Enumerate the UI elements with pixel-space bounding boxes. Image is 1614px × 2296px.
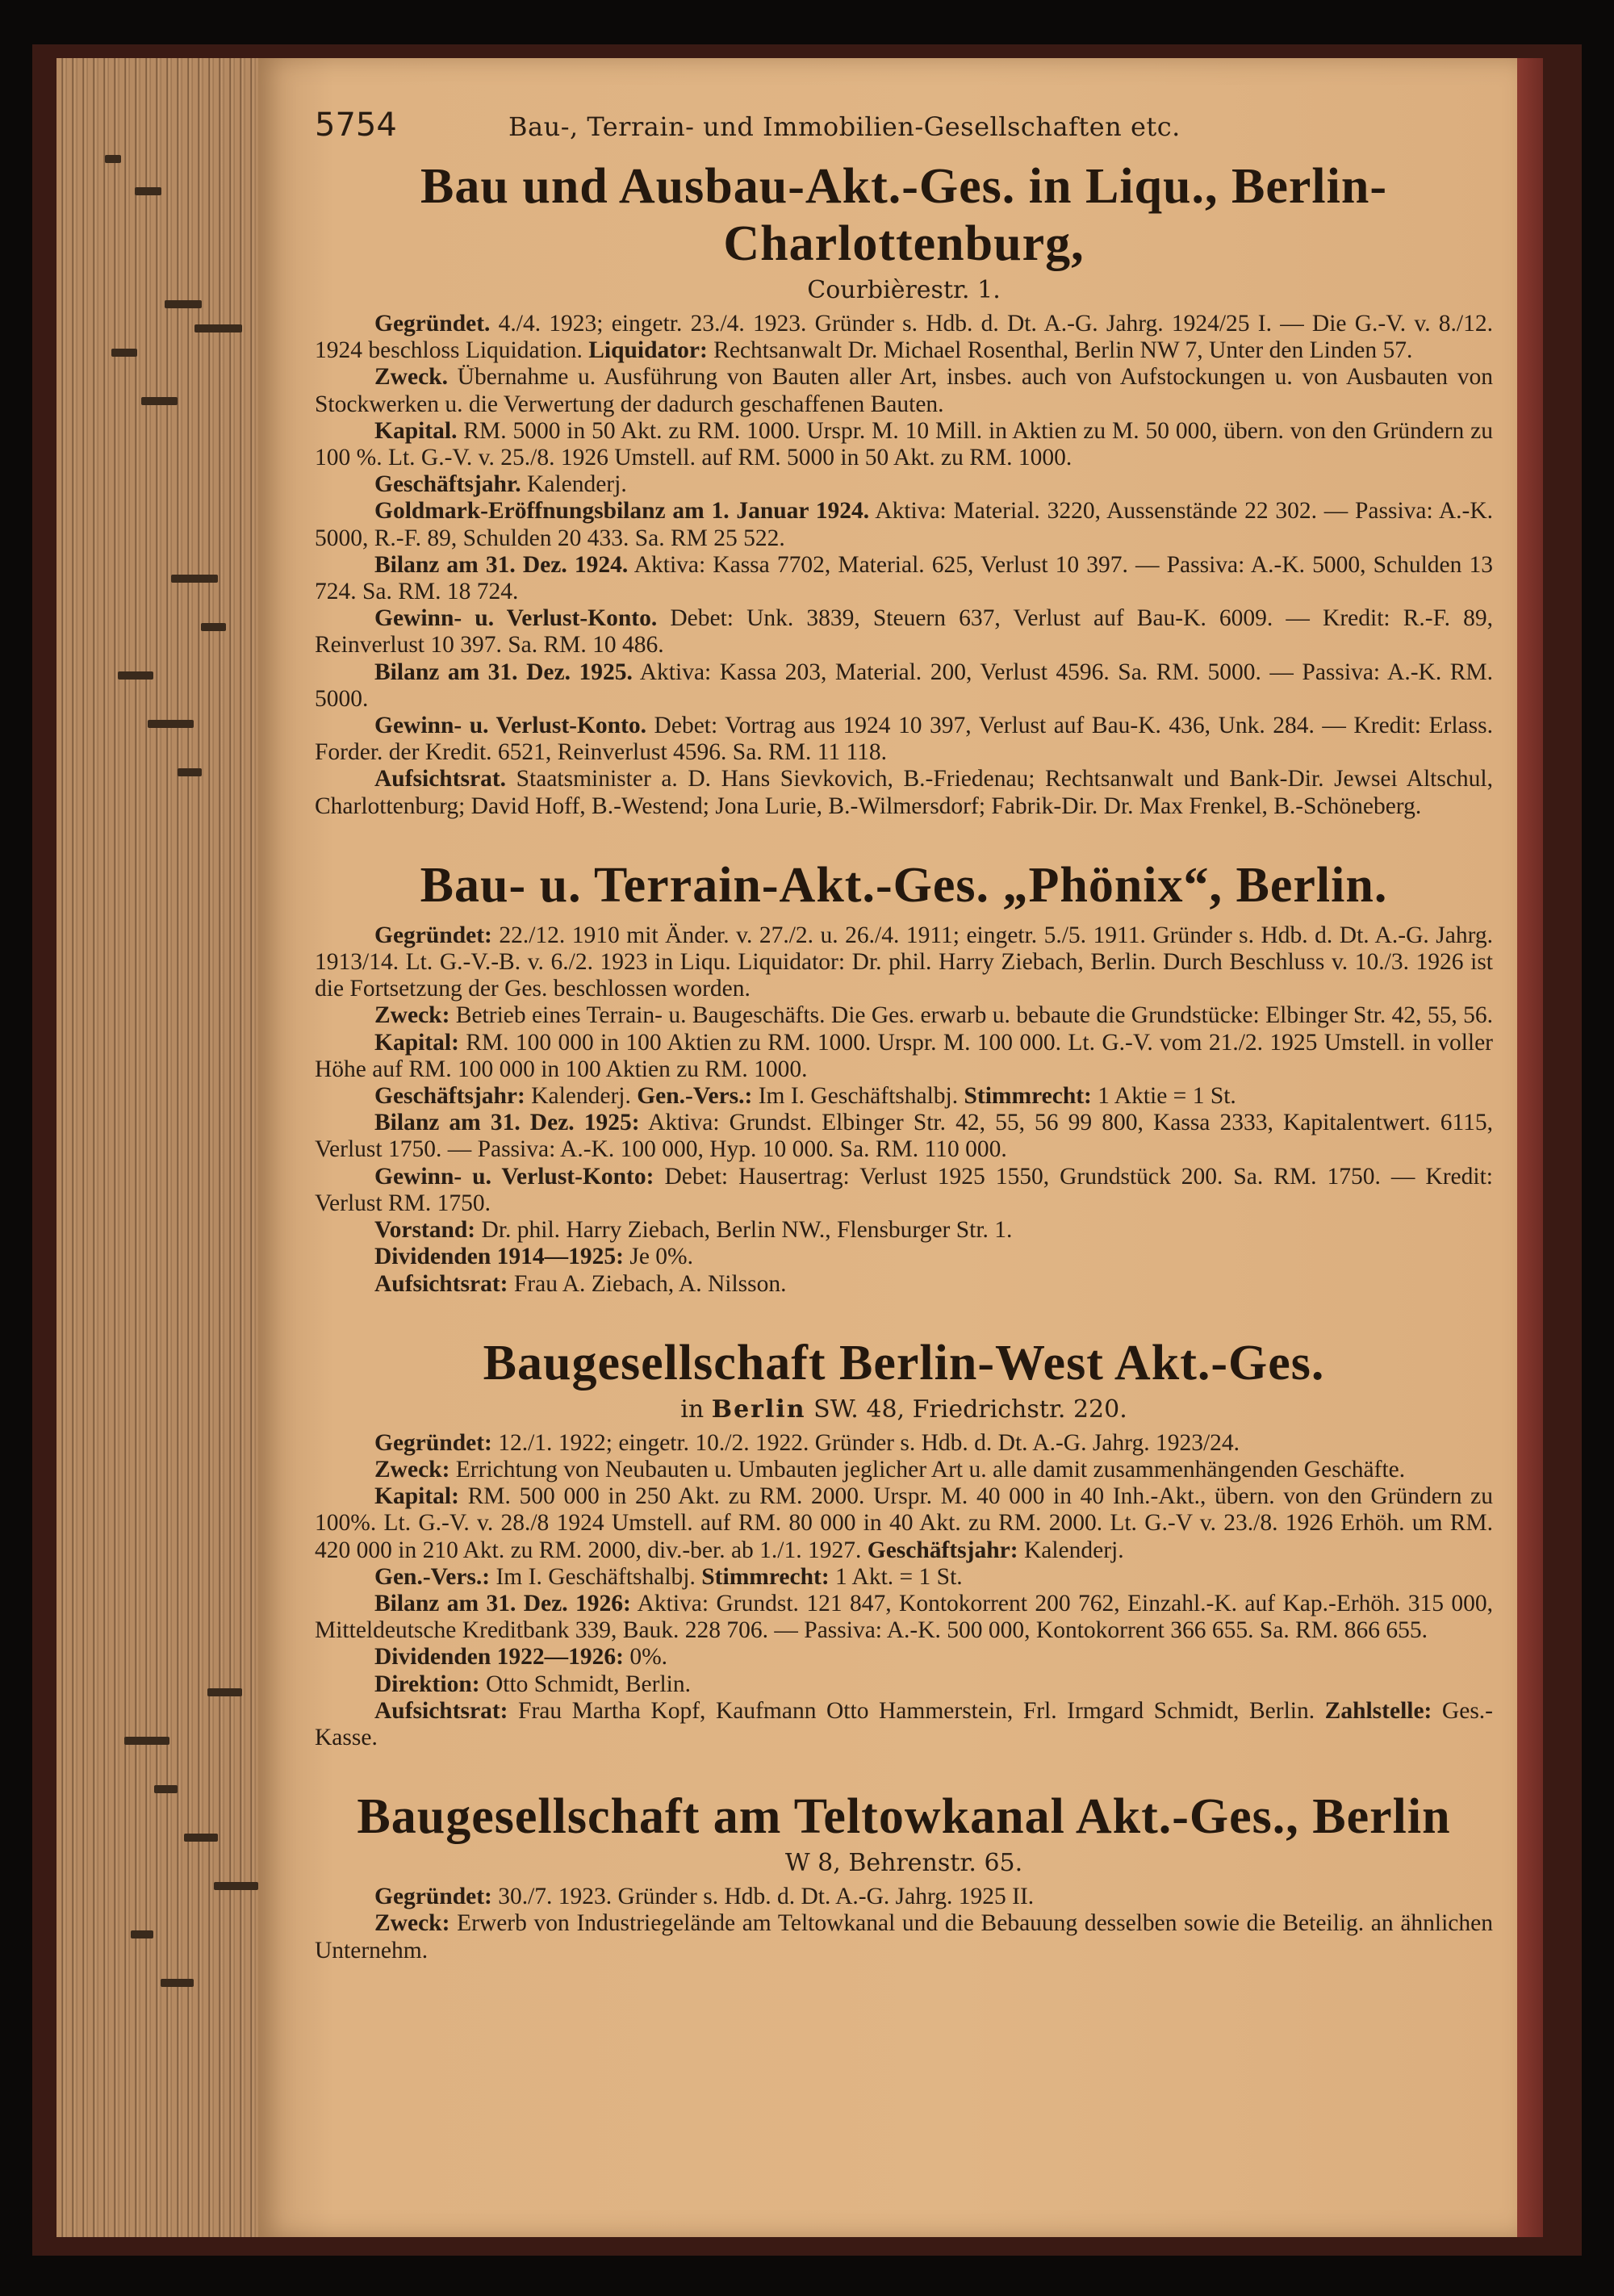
entry-phoenix xyxy=(315,857,1493,1298)
paragraph-text: Errichtung von Neubauten u. Umbauten jeglicher Art u. alle damit zusammenhängenden Geschäfte. xyxy=(449,1456,1406,1483)
page-edge-stack xyxy=(56,58,282,2237)
paragraph-text: Debet: Vortrag aus 1924 10 397, Verlust auf Bau-K. 436, Unk. 284. — Kredit: Erlass. Forder. der Kredit. 6521, Reinverlust 4596. Sa. RM. 11 118. xyxy=(315,713,1493,766)
page-edge-marks xyxy=(56,58,282,2237)
paragraph-text: 0%. xyxy=(623,1644,668,1671)
paragraph-key: Aufsichtsrat. xyxy=(374,766,507,793)
entry-paragraph xyxy=(315,605,1493,659)
paragraph-text: Kalenderj. xyxy=(525,1083,638,1110)
paragraph-key: Kapital: xyxy=(374,1029,459,1056)
entry-title: Baugesellschaft Berlin-West Akt.-Ges. xyxy=(483,1335,1325,1391)
entry-bau-und-ausbau xyxy=(315,158,1493,820)
edge-mark xyxy=(135,187,161,195)
paragraph-text: Debet: Unk. 3839, Steuern 637, Verlust auf Bau-K. 6009. — Kredit: R.-F. 89, Reinverlust 10 397. Sa. RM. 10 486. xyxy=(315,605,1493,659)
paragraph-key: Gegründet: xyxy=(374,1429,492,1456)
paragraph-text: Rechtsanwalt Dr. Michael Rosenthal, Berlin NW 7, Unter den Linden 57. xyxy=(707,337,1413,364)
edge-mark xyxy=(207,1688,242,1696)
edge-mark xyxy=(124,1737,169,1745)
entry-paragraph xyxy=(315,1083,1493,1110)
paragraph-text: 12./1. 1922; eingetr. 10./2. 1922. Gründer s. Hdb. d. Dt. A.-G. Jahrg. 1923/24. xyxy=(491,1429,1240,1456)
entry-paragraph xyxy=(315,922,1493,1003)
entry-teltowkanal xyxy=(315,1788,1493,1964)
address-prefix: in xyxy=(680,1395,705,1424)
paragraph-key: Stimmrecht: xyxy=(701,1563,830,1590)
paragraph-key: Stimmrecht: xyxy=(964,1083,1092,1110)
binding-band xyxy=(1517,58,1543,2237)
page xyxy=(258,58,1517,2237)
section-gap xyxy=(315,1298,1493,1320)
paragraph-text: RM. 100 000 in 100 Aktien zu RM. 1000. Urspr. M. 100 000. Lt. G.-V. vom 21./2. 1925 Umstell. in voller Höhe auf RM. 100 000 in 100 Aktien zu RM. 1000. xyxy=(315,1029,1493,1082)
entry-paragraph xyxy=(315,1884,1493,1910)
paragraph-key: Geschäftsjahr. xyxy=(374,471,521,498)
paragraph-text: Je 0%. xyxy=(623,1244,693,1270)
paragraph-key: Kapital: xyxy=(374,1483,459,1510)
entry-paragraph xyxy=(315,1271,1493,1298)
entry-paragraph xyxy=(315,713,1493,766)
edge-mark xyxy=(194,324,242,332)
paragraph-text: Erwerb von Industriegelände am Teltowkanal und die Bebauung desselben sowie die Beteilig. an ähnlichen Unternehm. xyxy=(315,1910,1493,1964)
entry-body xyxy=(315,1430,1493,1751)
section-gap xyxy=(315,1751,1493,1774)
paragraph-text: 4./4. 1923; eingetr. 23./4. 1923. Gründer s. Hdb. d. Dt. A.-G. Jahrg. 1924/25 I. — Die G.-V. v. 8./12. 1924 beschloss Liquidation. xyxy=(315,311,1493,364)
paragraph-text: 22./12. 1910 mit Änder. v. 27./2. u. 26./4. 1911; eingetr. 5./5. 1911. Gründer s. Hdb. d. Dt. A.-G. Jahrg. 1913/14. Lt. G.-V.-B. v. 6./2. 1923 in Liqu. Liquidator: Dr. phil. Harry Ziebach, Berlin. Durch Beschluss v. 10./3. 1926 ist die Fortsetzung der Ges. beschlossen worden. xyxy=(315,922,1493,1002)
paragraph-text: RM. 500 000 in 250 Akt. zu RM. 2000. Urspr. M. 40 000 in 40 Inh.-Akt., übern. von den Gründern zu 100%. Lt. G.-V. v. 28./8 1924 Umstell. auf RM. 80 000 in 40 Akt. zu RM. 2000. Lt. G.-V v. 23./8. 1926 Erhöh. um RM. 420 000 in 210 Akt. zu RM. 2000, div.-ber. ab 1./1. 1927. xyxy=(315,1483,1493,1563)
entry-paragraph xyxy=(315,552,1493,605)
paragraph-key: Gewinn- u. Verlust-Konto. xyxy=(374,713,647,739)
paragraph-text: Im I. Geschäftshalbj. xyxy=(490,1563,702,1590)
entry-paragraph xyxy=(315,311,1493,364)
paragraph-text: Ges.-Kasse. xyxy=(315,1697,1494,1750)
paragraph-text: Aktiva: Grundst. 121 847, Kontokorrent 200 762, Einzahl.-K. auf Kap.-Erhöh. 315 000, Mitteldeutsche Kreditbank 339, Bauk. 228 706. — Passiva: A.-K. 500 000, Kontokorrent 366 655. Sa. RM. 866 655. xyxy=(315,1590,1493,1644)
paragraph-key: Dividenden 1922—1926: xyxy=(374,1644,624,1671)
entry-paragraph xyxy=(315,1591,1493,1644)
entry-paragraph xyxy=(315,471,1493,498)
paragraph-key: Geschäftsjahr: xyxy=(867,1537,1018,1563)
paragraph-key: Zahlstelle: xyxy=(1324,1697,1432,1724)
entry-body xyxy=(315,311,1493,820)
paragraph-text: Otto Schmidt, Berlin. xyxy=(479,1671,691,1697)
address-city: Berlin xyxy=(711,1395,806,1424)
edge-mark xyxy=(148,720,194,728)
entry-paragraph xyxy=(315,1698,1493,1751)
paragraph-key: Bilanz am 31. Dez. 1925. xyxy=(374,659,633,685)
paragraph-text: Übernahme u. Ausführung von Bauten aller Art, insbes. auch von Aufstockungen u. von Ausbauten von Stockwerken u. die Verwertung der dadurch geschaffenen Bauten. xyxy=(315,364,1493,417)
entry-paragraph xyxy=(315,498,1493,551)
paragraph-text: Kalenderj. xyxy=(1018,1537,1124,1563)
paragraph-key: Gegründet: xyxy=(374,1884,492,1910)
paragraph-text: Aktiva: Kassa 203, Material. 200, Verlust 4596. Sa. RM. 5000. — Passiva: A.-K. RM. 5000. xyxy=(315,659,1493,712)
paragraph-key: Aufsichtsrat: xyxy=(374,1270,508,1297)
entry-address: Courbièrestr. 1. xyxy=(807,276,1001,304)
entry-paragraph xyxy=(315,1244,1493,1270)
entry-paragraph xyxy=(315,1030,1493,1083)
edge-mark xyxy=(201,623,226,631)
entry-title: Bau und Ausbau-Akt.-Ges. in Liqu., Berlin-Charlottenburg, xyxy=(420,159,1387,271)
entry-paragraph xyxy=(315,1002,1493,1029)
edge-mark xyxy=(154,1785,178,1793)
edge-mark xyxy=(214,1882,258,1890)
paragraph-text: Aktiva: Kassa 7702, Material. 625, Verlust 10 397. — Passiva: A.-K. 5000, Schulden 13 724. Sa. RM. 18 724. xyxy=(315,551,1493,605)
paragraph-key: Gen.-Vers.: xyxy=(374,1563,491,1590)
entry-address xyxy=(315,1395,1493,1424)
entry-paragraph xyxy=(315,1217,1493,1244)
paragraph-key: Zweck. xyxy=(374,364,448,391)
paragraph-key: Liquidator: xyxy=(588,337,708,364)
page-content xyxy=(315,107,1493,1964)
edge-mark xyxy=(118,671,153,680)
paragraph-text: RM. 5000 in 50 Akt. zu RM. 1000. Urspr. M. 10 Mill. in Aktien zu M. 50 000, übern. von den Gründern zu 100 %. Lt. G.-V. v. 25./8. 1926 Umstell. auf RM. 5000 in 50 Akt. zu RM. 1000. xyxy=(315,417,1493,471)
address-street: SW. 48, Friedrichstr. 220. xyxy=(813,1395,1127,1424)
entry-paragraph xyxy=(315,1564,1493,1591)
entry-paragraph xyxy=(315,1164,1493,1217)
entry-paragraph xyxy=(315,1910,1493,1964)
entry-paragraph xyxy=(315,1644,1493,1671)
paragraph-key: Gewinn- u. Verlust-Konto. xyxy=(374,605,658,632)
entry-paragraph xyxy=(315,1483,1493,1564)
paragraph-key: Goldmark-Eröffnungsbilanz am 1. Januar 1924. xyxy=(374,498,870,525)
entry-paragraph xyxy=(315,1671,1493,1698)
paragraph-text: Frau Martha Kopf, Kaufmann Otto Hammerstein, Frl. Irmgard Schmidt, Berlin. xyxy=(508,1697,1325,1724)
entry-title: Baugesellschaft am Teltowkanal Akt.-Ges., Berlin xyxy=(357,1789,1451,1845)
edge-mark xyxy=(161,1979,194,1987)
entry-paragraph xyxy=(315,418,1493,471)
paragraph-key: Gegründet: xyxy=(374,922,492,948)
paragraph-text: Frau A. Ziebach, A. Nilsson. xyxy=(508,1270,787,1297)
paragraph-key: Bilanz am 31. Dez. 1924. xyxy=(374,551,629,578)
entry-title: Bau- u. Terrain-Akt.-Ges. „Phönix“, Berlin. xyxy=(420,857,1388,913)
paragraph-key: Dividenden 1914—1925: xyxy=(374,1244,624,1270)
paragraph-text: Kalenderj. xyxy=(521,471,627,498)
paragraph-key: Gen.-Vers.: xyxy=(637,1083,753,1110)
entry-berlin-west xyxy=(315,1335,1493,1751)
entry-paragraph xyxy=(315,1457,1493,1483)
section-gap xyxy=(315,820,1493,843)
paragraph-text: 30./7. 1923. Gründer s. Hdb. d. Dt. A.-G. Jahrg. 1925 II. xyxy=(491,1884,1035,1910)
edge-mark xyxy=(171,575,218,583)
paragraph-key: Aufsichtsrat: xyxy=(374,1697,508,1724)
paragraph-text: Betrieb eines Terrain- u. Baugeschäfts. Die Ges. erwarb u. bebaute die Grundstücke: Elbinger Str. 42, 55, 56. xyxy=(449,1002,1493,1029)
edge-mark xyxy=(178,768,202,776)
paragraph-key: Vorstand: xyxy=(374,1217,476,1244)
paragraph-text: Dr. phil. Harry Ziebach, Berlin NW., Flensburger Str. 1. xyxy=(475,1217,1013,1244)
edge-mark xyxy=(105,155,121,163)
paragraph-text: 1 Aktie = 1 St. xyxy=(1091,1083,1236,1110)
edge-mark xyxy=(165,300,202,308)
entry-address: W 8, Behrenstr. 65. xyxy=(784,1849,1023,1878)
edge-mark xyxy=(131,1930,153,1938)
paragraph-key: Geschäftsjahr: xyxy=(374,1083,525,1110)
paragraph-key: Zweck: xyxy=(374,1910,450,1937)
paragraph-key: Gegründet. xyxy=(374,311,491,337)
edge-mark xyxy=(141,397,178,405)
entry-body xyxy=(315,1884,1493,1964)
paragraph-text: Staatsminister a. D. Hans Sievkovich, B.-Friedenau; Rechtsanwalt und Bank-Dir. Jewsei Altschul, Charlottenburg; David Hoff, B.-Westend; Jona Lurie, B.-Wilmersdorf; Fabrik-Dir. Dr. Max Frenkel, B.-Schöneberg. xyxy=(315,766,1493,819)
running-header xyxy=(315,107,1493,144)
entry-paragraph xyxy=(315,364,1493,417)
paragraph-key: Direktion: xyxy=(374,1671,480,1697)
paragraph-text: 1 Akt. = 1 St. xyxy=(829,1563,963,1590)
running-title: Bau-, Terrain- und Immobilien-Gesellschaften etc. xyxy=(508,111,1181,142)
entry-paragraph xyxy=(315,1430,1493,1457)
paragraph-key: Bilanz am 31. Dez. 1925: xyxy=(374,1110,640,1136)
entry-paragraph xyxy=(315,766,1493,819)
paragraph-text: Im I. Geschäftshalbj. xyxy=(752,1083,964,1110)
paragraph-text: Debet: Hausertrag: Verlust 1925 1550, Grundstück 200. Sa. RM. 1750. — Kredit: Verlust RM. 1750. xyxy=(315,1163,1493,1216)
edge-mark xyxy=(184,1834,218,1842)
page-number: 5754 xyxy=(315,107,397,144)
entry-body xyxy=(315,922,1493,1298)
paragraph-key: Zweck: xyxy=(374,1002,450,1029)
entry-paragraph xyxy=(315,659,1493,713)
paragraph-key: Bilanz am 31. Dez. 1926: xyxy=(374,1590,631,1616)
paragraph-key: Zweck: xyxy=(374,1456,450,1483)
paragraph-text: Aktiva: Grundst. Elbinger Str. 42, 55, 56 99 800, Kassa 2333, Kapitalentwert. 6115, Verlust 1750. — Passiva: A.-K. 100 000, Hyp. 10 000. Sa. RM. 110 000. xyxy=(315,1110,1493,1163)
paragraph-key: Kapital. xyxy=(374,417,458,444)
edge-mark xyxy=(111,349,137,357)
paragraph-key: Gewinn- u. Verlust-Konto: xyxy=(374,1163,654,1190)
paragraph-text: Aktiva: Material. 3220, Aussenstände 22 302. — Passiva: A.-K. 5000, R.-F. 89, Schulden 20 433. Sa. RM 25 522. xyxy=(315,498,1494,551)
entry-paragraph xyxy=(315,1110,1493,1163)
